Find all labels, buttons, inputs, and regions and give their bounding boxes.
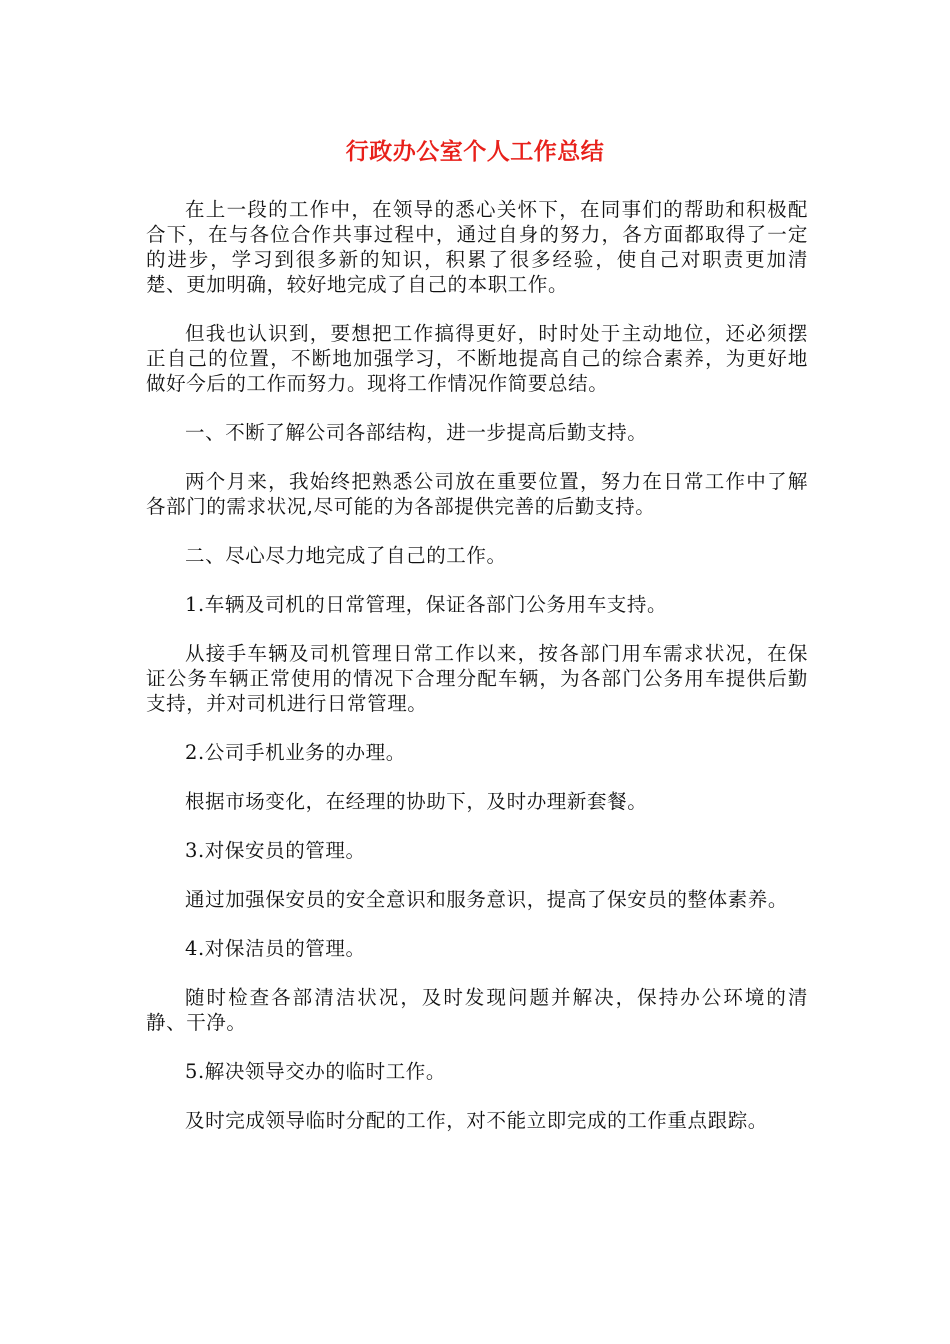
- section-heading-2: 二、尽心尽力地完成了自己的工作。: [185, 544, 507, 567]
- item-paragraph-1: 从接手车辆及司机管理日常工作以来，按各部门用车需求状况，在保证公务车辆正常使用的情况下合理分配车辆，为各部门公务用车提供后勤支持，并对司机进行日常管理。: [146, 642, 808, 715]
- item-paragraph-5: 及时完成领导临时分配的工作，对不能立即完成的工作重点跟踪。: [185, 1109, 768, 1132]
- item-heading-1: 1.车辆及司机的日常管理，保证各部门公务用车支持。: [185, 593, 668, 616]
- item-heading-5: 5.解决领导交办的临时工作。: [185, 1060, 447, 1083]
- paragraph-section-1: 两个月来，我始终把熟悉公司放在重要位置，努力在日常工作中了解各部门的需求状况,尽可能的为各部提供完善的后勤支持。: [146, 470, 808, 518]
- item-heading-4: 4.对保洁员的管理。: [185, 937, 366, 960]
- section-heading-1: 一、不断了解公司各部结构，进一步提高后勤支持。: [185, 421, 648, 444]
- paragraph-intro: 在上一段的工作中，在领导的悉心关怀下，在同事们的帮助和积极配合下，在与各位合作共事过程中，通过自身的努力，各方面都取得了一定的进步，学习到很多新的知识，积累了很多经验，使自己对职责更加清楚、更加明确，较好地完成了自己的本职工作。: [146, 198, 808, 296]
- paragraph-reflection: 但我也认识到，要想把工作搞得更好，时时处于主动地位，还必须摆正自己的位置，不断地加强学习，不断地提高自己的综合素养，为更好地做好今后的工作而努力。现将工作情况作简要总结。: [146, 322, 808, 395]
- item-paragraph-4: 随时检查各部清洁状况，及时发现问题并解决，保持办公环境的清静、干净。: [146, 986, 808, 1034]
- item-heading-2: 2.公司手机业务的办理。: [185, 741, 406, 764]
- item-paragraph-3: 通过加强保安员的安全意识和服务意识，提高了保安员的整体素养。: [185, 888, 789, 911]
- item-heading-3: 3.对保安员的管理。: [185, 839, 366, 862]
- item-paragraph-2: 根据市场变化，在经理的协助下，及时办理新套餐。: [185, 790, 648, 813]
- document-body: [146, 197, 808, 1157]
- document-title: 行政办公室个人工作总结: [345, 139, 605, 165]
